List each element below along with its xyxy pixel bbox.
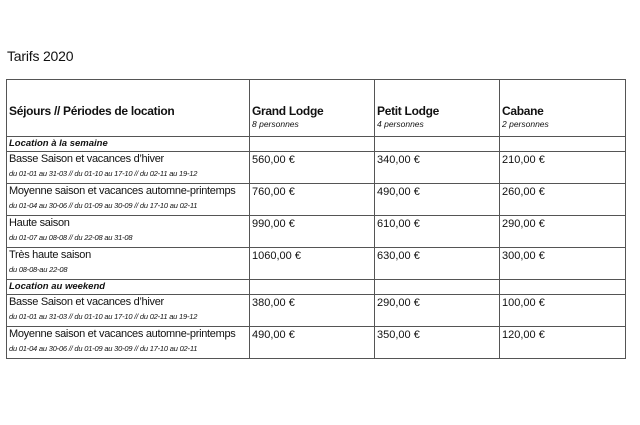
pricing-table — [6, 79, 626, 359]
price-cell — [375, 248, 500, 280]
column-name: Grand Lodge — [252, 104, 324, 118]
price-cell — [500, 216, 626, 248]
price-value: 350,00 € — [377, 329, 420, 341]
header-cell-periods — [7, 80, 250, 137]
period-label: Basse Saison et vacances d’hiver — [9, 153, 164, 165]
period-label: Basse Saison et vacances d’hiver — [9, 296, 164, 308]
period-dates: du 01-01 au 31-03 // du 01-10 au 17-10 // du 02-11 au 19-12 — [9, 169, 198, 178]
section-header-row — [7, 280, 626, 295]
price-value: 990,00 € — [252, 218, 295, 230]
column-capacity: 2 personnes — [502, 119, 549, 129]
section-title: Location à la semaine — [7, 137, 250, 152]
price-value: 120,00 € — [502, 329, 545, 341]
price-cell — [375, 216, 500, 248]
period-label: Moyenne saison et vacances automne-printemps — [9, 328, 236, 340]
header-cell-petit-lodge — [375, 80, 500, 137]
period-cell — [7, 184, 250, 216]
price-cell — [500, 152, 626, 184]
price-value: 300,00 € — [502, 250, 545, 262]
price-value: 490,00 € — [377, 186, 420, 198]
period-dates: du 01-01 au 31-03 // du 01-10 au 17-10 // du 02-11 au 19-12 — [9, 312, 198, 321]
price-value: 100,00 € — [502, 297, 545, 309]
section-header-row — [7, 137, 626, 152]
table-row — [7, 248, 626, 280]
period-cell — [7, 152, 250, 184]
table-row — [7, 327, 626, 359]
price-value: 1060,00 € — [252, 250, 301, 262]
price-value: 610,00 € — [377, 218, 420, 230]
table-header-row — [7, 80, 626, 137]
empty-cell — [250, 280, 375, 295]
empty-cell — [500, 137, 626, 152]
period-cell — [7, 295, 250, 327]
price-value: 210,00 € — [502, 154, 545, 166]
price-value: 340,00 € — [377, 154, 420, 166]
column-name: Petit Lodge — [377, 104, 440, 118]
table-row — [7, 295, 626, 327]
column-capacity: 8 personnes — [252, 119, 299, 129]
column-capacity: 4 personnes — [377, 119, 424, 129]
price-value: 560,00 € — [252, 154, 295, 166]
price-cell — [500, 327, 626, 359]
period-cell — [7, 327, 250, 359]
price-cell — [250, 184, 375, 216]
price-value: 490,00 € — [252, 329, 295, 341]
period-label: Très haute saison — [9, 249, 91, 261]
price-cell — [375, 295, 500, 327]
period-label: Haute saison — [9, 217, 70, 229]
period-dates: du 01-04 au 30-06 // du 01-09 au 30-09 // du 17-10 au 02-11 — [9, 201, 198, 210]
price-value: 630,00 € — [377, 250, 420, 262]
header-cell-cabane — [500, 80, 626, 137]
empty-cell — [500, 280, 626, 295]
price-value: 260,00 € — [502, 186, 545, 198]
price-cell — [500, 295, 626, 327]
empty-cell — [375, 280, 500, 295]
price-cell — [375, 184, 500, 216]
price-cell — [500, 248, 626, 280]
section-title: Location au weekend — [7, 280, 250, 295]
price-cell — [375, 327, 500, 359]
price-cell — [250, 327, 375, 359]
price-value: 760,00 € — [252, 186, 295, 198]
period-label: Moyenne saison et vacances automne-printemps — [9, 185, 236, 197]
price-cell — [500, 184, 626, 216]
price-value: 290,00 € — [377, 297, 420, 309]
price-cell — [250, 152, 375, 184]
table-row — [7, 152, 626, 184]
header-cell-grand-lodge — [250, 80, 375, 137]
period-dates: du 08-08-au 22-08 — [9, 265, 68, 274]
price-cell — [250, 295, 375, 327]
price-cell — [250, 216, 375, 248]
header-label: Séjours // Périodes de location — [9, 104, 175, 118]
period-dates: du 01-04 au 30-06 // du 01-09 au 30-09 // du 17-10 au 02-11 — [9, 344, 198, 353]
empty-cell — [250, 137, 375, 152]
price-cell — [250, 248, 375, 280]
column-name: Cabane — [502, 104, 544, 118]
period-cell — [7, 216, 250, 248]
price-value: 380,00 € — [252, 297, 295, 309]
page-title: Tarifs 2020 — [7, 48, 74, 64]
period-dates: du 01-07 au 08-08 // du 22-08 au 31-08 — [9, 233, 133, 242]
table-row — [7, 184, 626, 216]
period-cell — [7, 248, 250, 280]
price-cell — [375, 152, 500, 184]
price-value: 290,00 € — [502, 218, 545, 230]
empty-cell — [375, 137, 500, 152]
table-row — [7, 216, 626, 248]
